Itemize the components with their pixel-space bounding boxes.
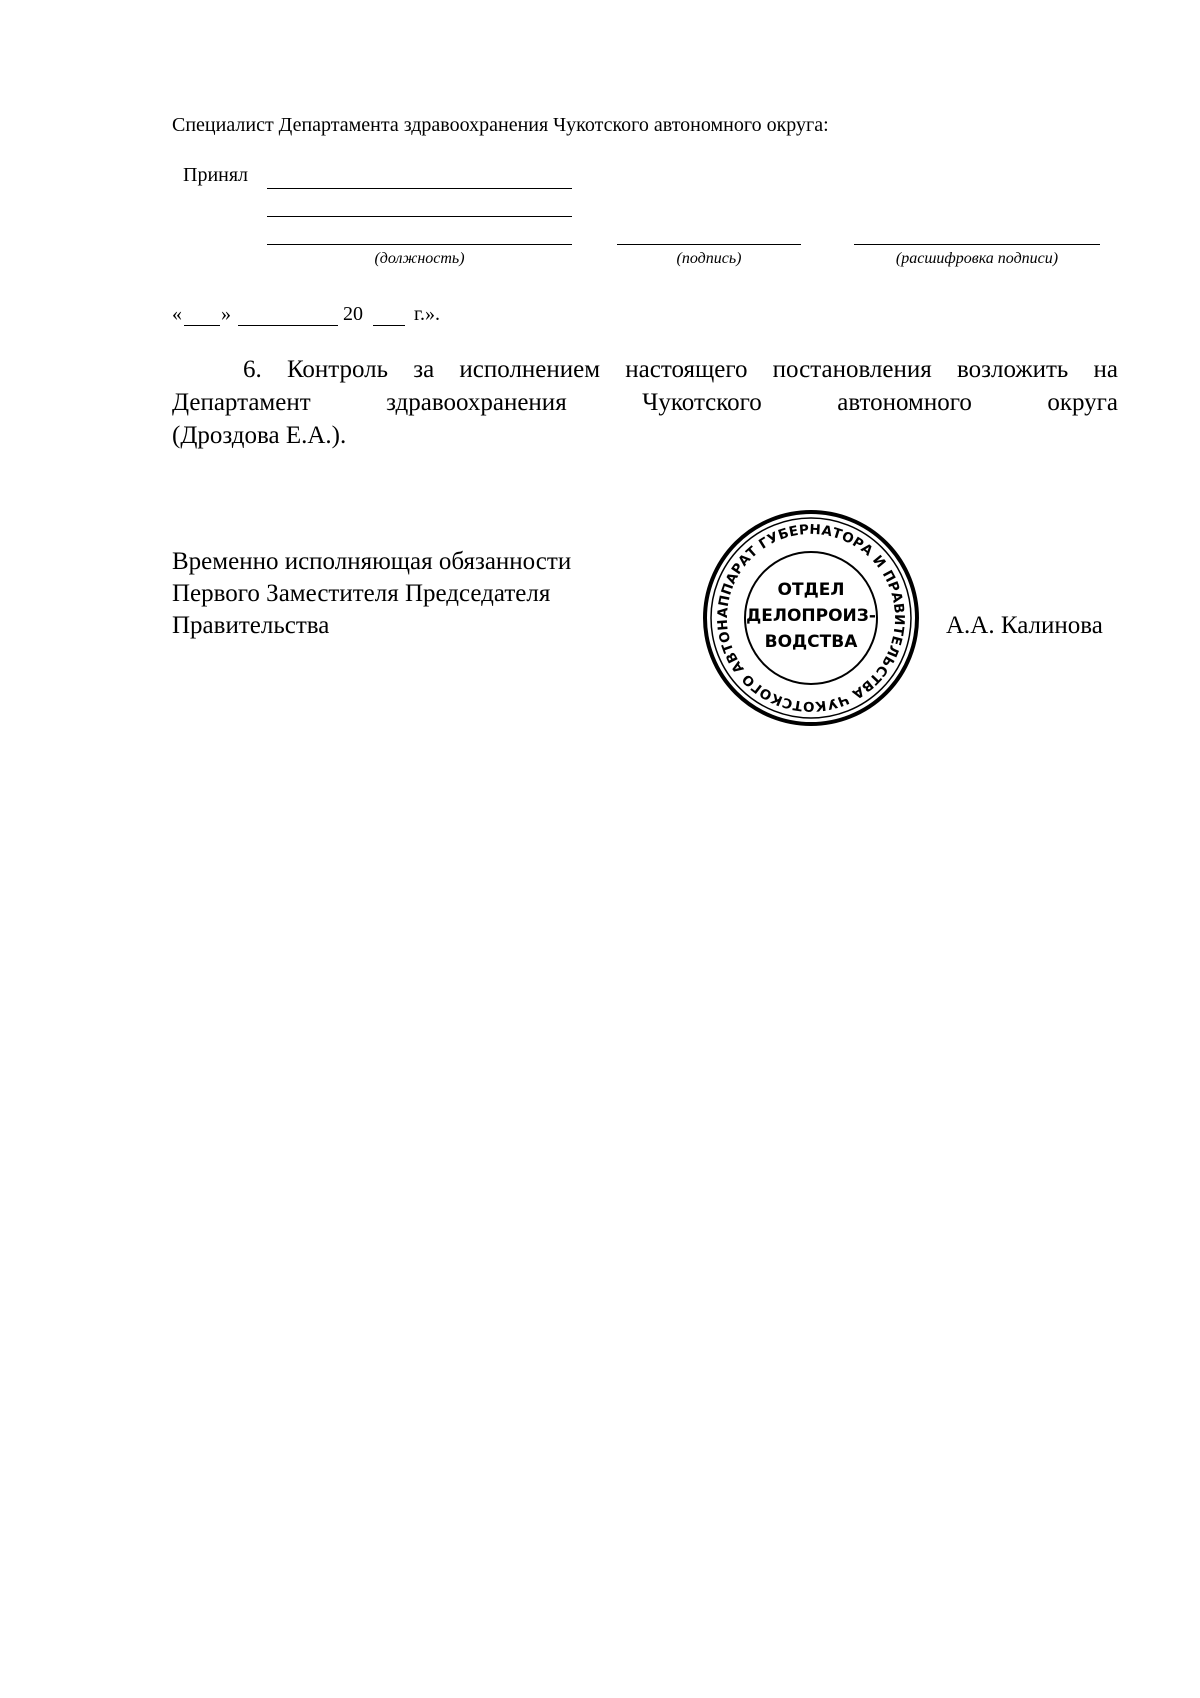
signatory-title-line-2: Первого Заместителя Председателя	[172, 580, 551, 607]
svg-text:ВОДСТВА: ВОДСТВА	[764, 632, 858, 652]
signature-decoding-line	[854, 244, 1100, 245]
received-line-2	[267, 216, 572, 217]
stamp-seal-graphic	[700, 507, 922, 729]
paragraph-6-word: Чукотского	[642, 389, 762, 416]
signature-decoding-caption: (расшифровка подписи)	[895, 250, 1059, 267]
official-stamp	[700, 507, 922, 729]
signatory-title-line-1: Временно исполняющая обязанности	[172, 548, 572, 575]
date-year-suffix: г.».	[414, 303, 440, 325]
signatory-title-line-3: Правительства	[172, 612, 330, 639]
paragraph-6-word: здравоохранения	[386, 389, 567, 416]
signature-line	[617, 244, 801, 245]
paragraph-6-word: Департамент	[172, 389, 311, 416]
paragraph-6-line-2	[172, 386, 1118, 419]
svg-text:АППАРАТ ГУБЕРНАТОРА И ПРАВИТЕЛ: АППАРАТ ГУБЕРНАТОРА И ПРАВИТЕЛЬСТВА ЧУКОТСКОГО АВТОН	[714, 521, 908, 715]
paragraph-6-word: автономного	[837, 389, 972, 416]
signatory-name: А.А. Калинова	[946, 612, 1103, 639]
date-open-quote: «	[172, 303, 182, 325]
position-caption: (должность)	[374, 250, 465, 267]
paragraph-6-line-1-text: 6. Контроль за исполнением настоящего постановления возложить на	[243, 356, 1118, 383]
received-line-1	[267, 188, 572, 189]
signature-caption: (подпись)	[676, 250, 742, 267]
paragraph-6-line-1	[172, 353, 1118, 386]
received-label: Принял	[183, 164, 249, 186]
date-year-blank	[373, 325, 405, 326]
date-day-blank	[184, 325, 220, 326]
date-year-prefix: 20	[343, 303, 363, 325]
svg-text:ДЕЛОПРОИЗ-: ДЕЛОПРОИЗ-	[746, 606, 876, 626]
specialist-heading: Специалист Департамента здравоохранения Чукотского автономного округа:	[172, 114, 829, 136]
paragraph-6	[172, 353, 1118, 452]
date-close-quote: »	[221, 303, 231, 325]
date-month-blank	[238, 325, 338, 326]
paragraph-6-line-3: (Дроздова Е.А.).	[172, 422, 347, 449]
paragraph-6-word: округа	[1047, 389, 1118, 416]
svg-text:ОТДЕЛ: ОТДЕЛ	[777, 580, 845, 600]
position-line	[267, 244, 572, 245]
